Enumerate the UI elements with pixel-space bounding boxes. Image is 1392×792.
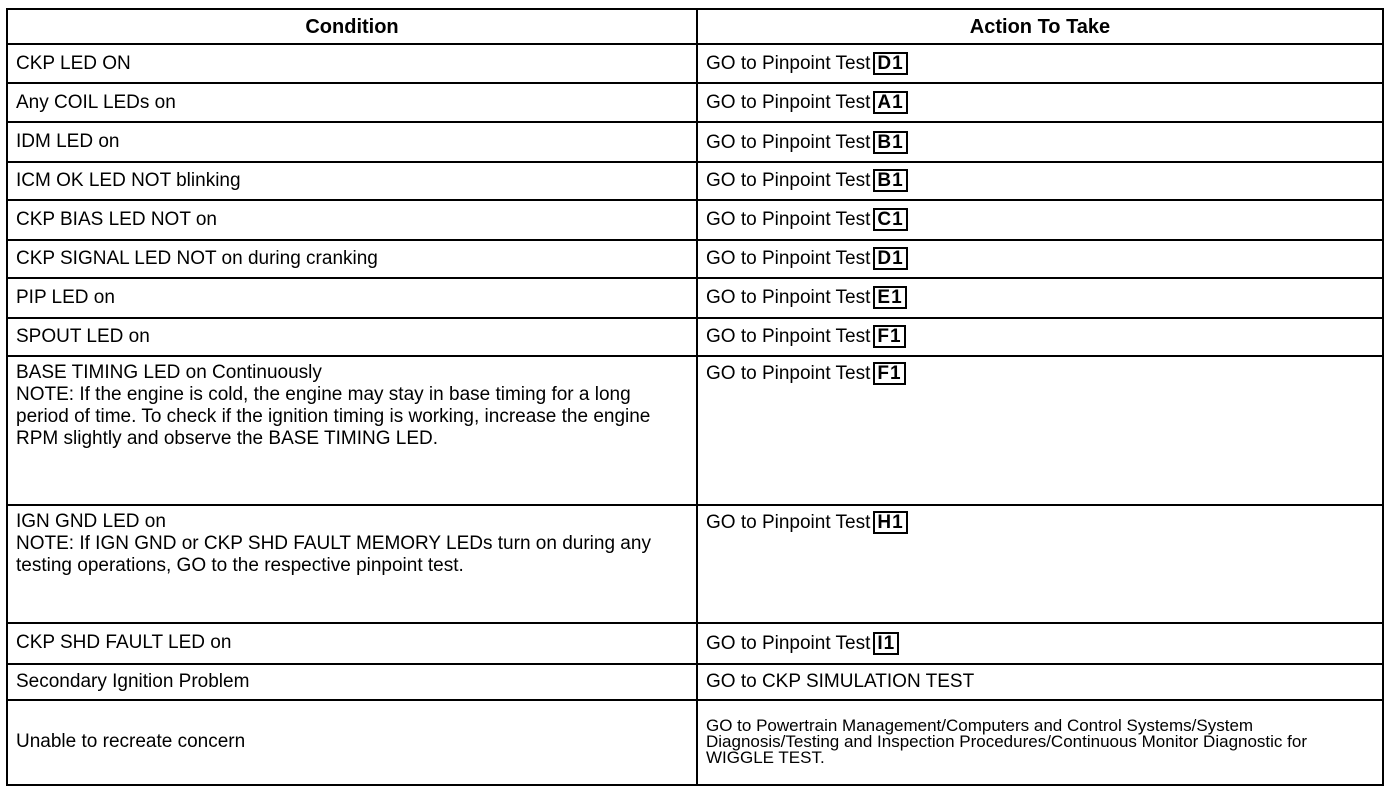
diagnostic-table	[6, 8, 1384, 786]
action-cell	[697, 318, 1383, 356]
table-row	[7, 162, 1383, 200]
table-row	[7, 664, 1383, 700]
action-text: GO to Pinpoint Test	[706, 53, 871, 75]
action-cell	[697, 505, 1383, 623]
condition-cell: CKP BIAS LED NOT on	[7, 200, 697, 239]
condition-cell: Secondary Ignition Problem	[7, 664, 697, 700]
table-row	[7, 240, 1383, 278]
pinpoint-test-code: C1	[873, 208, 907, 231]
condition-cell: ICM OK LED NOT blinking	[7, 162, 697, 200]
action-cell	[697, 122, 1383, 161]
action-text: GO to Pinpoint Test	[706, 170, 871, 192]
condition-cell: Unable to recreate concern	[7, 700, 697, 785]
table-row	[7, 623, 1383, 663]
action-cell	[697, 44, 1383, 82]
action-text: GO to Pinpoint Test	[706, 632, 871, 654]
condition-note: NOTE: If IGN GND or CKP SHD FAULT MEMORY LEDs turn on during any testing operations, GO to the respective pinpoint test.	[16, 532, 651, 576]
table-row	[7, 200, 1383, 239]
action-cell	[697, 83, 1383, 122]
action-text: GO to Pinpoint Test	[706, 511, 871, 533]
table-row	[7, 700, 1383, 785]
action-cell	[697, 278, 1383, 317]
condition-cell: CKP SHD FAULT LED on	[7, 623, 697, 663]
condition-cell: Any COIL LEDs on	[7, 83, 697, 122]
pinpoint-test-code: B1	[873, 169, 907, 192]
condition-text: BASE TIMING LED on Continuously	[16, 361, 322, 383]
condition-cell	[7, 356, 697, 505]
condition-text: IGN GND LED on	[16, 510, 166, 532]
condition-cell: CKP SIGNAL LED NOT on during cranking	[7, 240, 697, 278]
condition-cell: PIP LED on	[7, 278, 697, 317]
action-cell: GO to Powertrain Management/Computers and Control Systems/System Diagnosis/Testing and Inspection Procedures/Continuous Monitor Diagnostic for WIGGLE TEST.	[697, 700, 1383, 785]
table-row	[7, 356, 1383, 505]
action-cell	[697, 162, 1383, 200]
table-row	[7, 278, 1383, 317]
pinpoint-test-code: B1	[873, 131, 907, 154]
header-row	[7, 9, 1383, 44]
table-row	[7, 318, 1383, 356]
condition-cell: SPOUT LED on	[7, 318, 697, 356]
action-cell	[697, 200, 1383, 239]
pinpoint-test-code: D1	[873, 247, 907, 270]
table-row	[7, 44, 1383, 82]
table-row	[7, 122, 1383, 161]
action-cell: GO to CKP SIMULATION TEST	[697, 664, 1383, 700]
action-cell	[697, 240, 1383, 278]
pinpoint-test-code: A1	[873, 91, 907, 114]
action-text: GO to Pinpoint Test	[706, 92, 871, 114]
condition-header: Condition	[7, 9, 697, 44]
table-row	[7, 83, 1383, 122]
condition-note: NOTE: If the engine is cold, the engine may stay in base timing for a long period of time. To check if the ignition timing is working, increase the engine RPM slightly and observe the BASE TIMING LED.	[16, 383, 651, 449]
table-row	[7, 505, 1383, 623]
condition-cell	[7, 505, 697, 623]
action-cell	[697, 623, 1383, 663]
action-header: Action To Take	[697, 9, 1383, 44]
action-text: GO to Pinpoint Test	[706, 248, 871, 270]
condition-cell: CKP LED ON	[7, 44, 697, 82]
action-text: GO to Pinpoint Test	[706, 131, 871, 153]
pinpoint-test-code: D1	[873, 52, 907, 75]
condition-cell: IDM LED on	[7, 122, 697, 161]
pinpoint-test-code: F1	[873, 362, 905, 385]
action-text: GO to Pinpoint Test	[706, 362, 871, 384]
action-cell	[697, 356, 1383, 505]
action-text: GO to Pinpoint Test	[706, 287, 871, 309]
pinpoint-test-code: F1	[873, 325, 905, 348]
action-text: GO to Pinpoint Test	[706, 326, 871, 348]
pinpoint-test-code: H1	[873, 511, 907, 534]
action-text: GO to Pinpoint Test	[706, 209, 871, 231]
pinpoint-test-code: E1	[873, 286, 906, 309]
pinpoint-test-code: I1	[873, 632, 899, 655]
